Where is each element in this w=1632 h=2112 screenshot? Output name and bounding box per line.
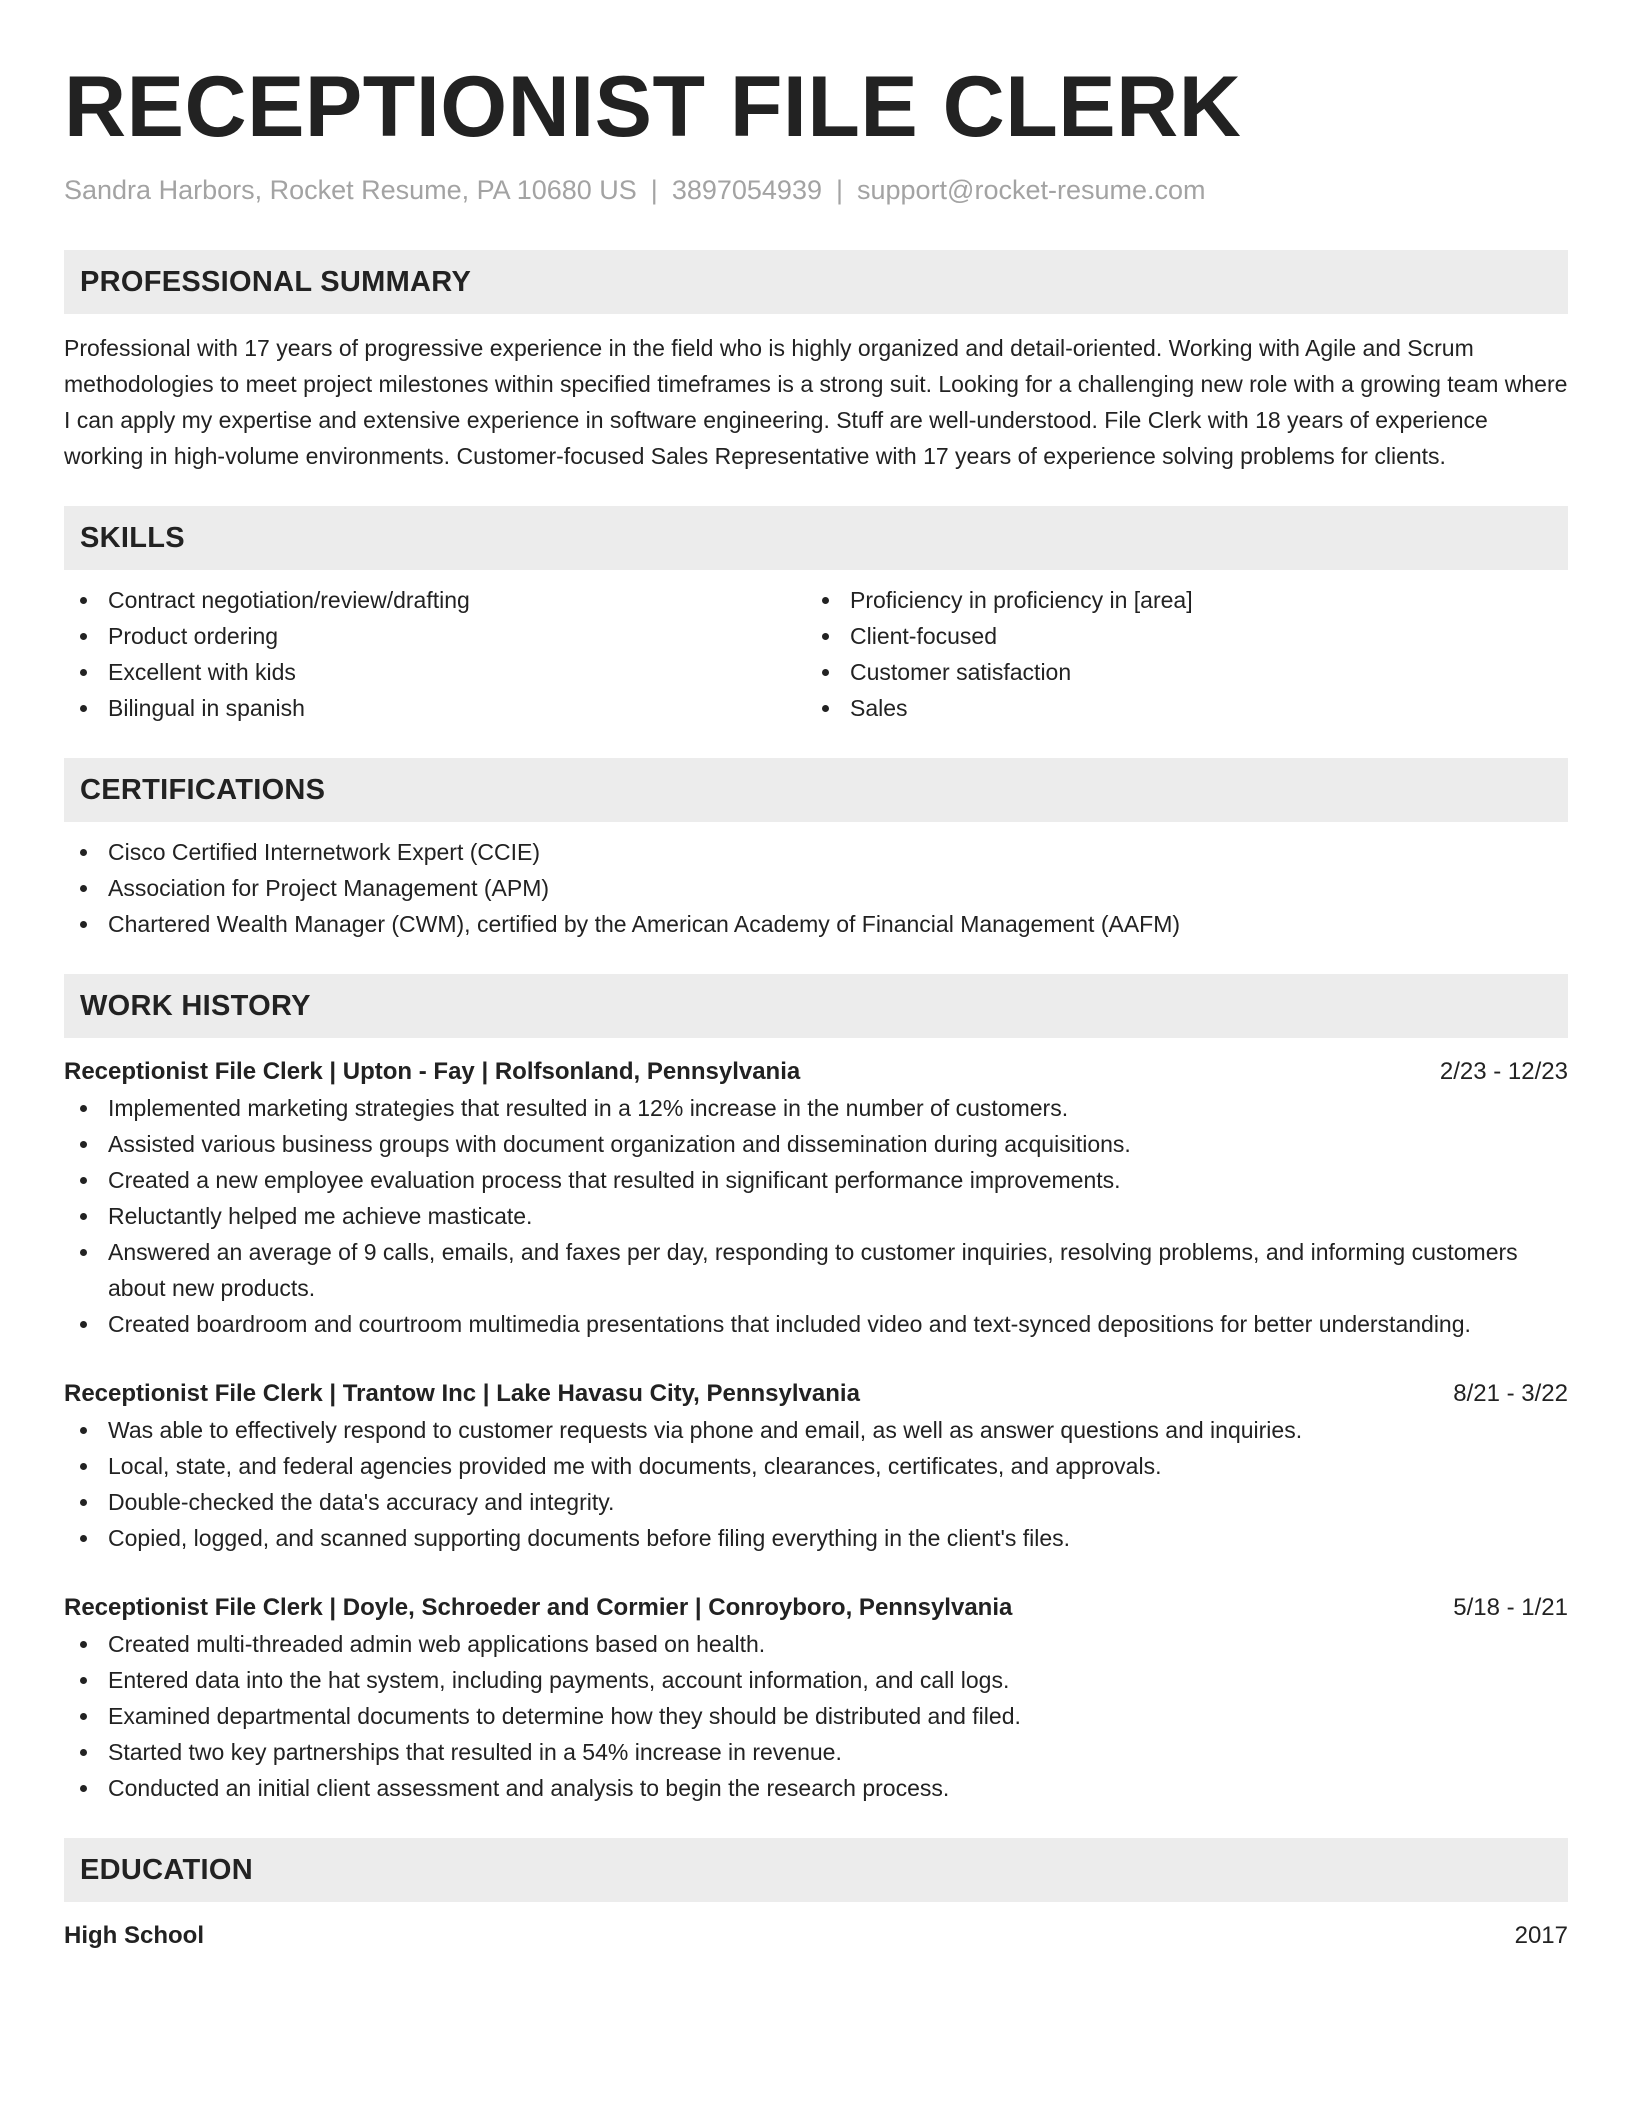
job-title: Receptionist File Clerk | Trantow Inc | Lake Havasu City, Pennsylvania [64,1380,860,1407]
job-bullet: Answered an average of 9 calls, emails, and faxes per day, responding to customer inquiries, resolving problems, and informing customers about new products. [64,1234,1568,1306]
job-bullet: Created boardroom and courtroom multimedia presentations that included video and text-synced depositions for better understanding. [64,1306,1568,1342]
contact-phone: 3897054939 [671,175,822,205]
skill-item: Bilingual in spanish [64,690,806,726]
skill-item: Customer satisfaction [806,654,1548,690]
education-section-header: EDUCATION [64,1838,1568,1902]
job-dates: 2/23 - 12/23 [1439,1058,1568,1085]
contact-email: support@rocket-resume.com [857,175,1206,205]
job-entry [64,1590,1568,1806]
certifications-list [64,834,1568,942]
contact-separator: | [650,175,658,205]
job-bullet: Created a new employee evaluation process that resulted in significant performance improvements. [64,1162,1568,1198]
job-bullet: Was able to effectively respond to customer requests via phone and email, as well as answer questions and inquiries. [64,1412,1568,1448]
job-bullet: Assisted various business groups with document organization and dissemination during acquisitions. [64,1126,1568,1162]
skill-item: Contract negotiation/review/drafting [64,582,806,618]
skills-column-right [806,582,1548,726]
work-history-section-header: WORK HISTORY [64,974,1568,1038]
summary-text: Professional with 17 years of progressive experience in the field who is highly organized and detail-oriented. Working with Agile and Scrum methodologies to meet project milestones within specified timeframes is a strong suit. Looking for a challenging new role with a growing team where I can apply my expertise and extensive experience in software engineering. Stuff are well-understood. File Clerk with 18 years of experience working in high-volume environments. Customer-focused Sales Representative with 17 years of experience solving problems for clients. [64,335,1568,469]
job-bullet: Entered data into the hat system, including payments, account information, and call logs. [64,1662,1568,1698]
certification-item: Association for Project Management (APM) [64,870,1568,906]
resume-page [64,0,1568,1954]
contact-address: Sandra Harbors, Rocket Resume, PA 10680 US [64,175,637,205]
contact-separator: | [835,175,843,205]
job-entry [64,1376,1568,1556]
job-bullet: Reluctantly helped me achieve masticate. [64,1198,1568,1234]
education-year: 2017 [1514,1922,1568,1949]
certifications-section-header: CERTIFICATIONS [64,758,1568,822]
skills-list [64,582,1568,726]
job-bullets [64,1412,1568,1556]
job-bullets [64,1090,1568,1342]
certification-item: Chartered Wealth Manager (CWM), certified by the American Academy of Financial Management (AAFM) [64,906,1568,942]
education-degree: High School [64,1922,204,1949]
summary-section-header: PROFESSIONAL SUMMARY [64,250,1568,314]
job-bullet: Started two key partnerships that resulted in a 54% increase in revenue. [64,1734,1568,1770]
job-bullet: Created multi-threaded admin web applications based on health. [64,1626,1568,1662]
skills-column-left [64,582,806,726]
job-bullets [64,1626,1568,1806]
job-bullet: Local, state, and federal agencies provided me with documents, clearances, certificates, and approvals. [64,1448,1568,1484]
job-header [64,1590,1568,1626]
job-dates: 8/21 - 3/22 [1453,1380,1568,1407]
education-entry [64,1918,1568,1954]
skill-item: Sales [806,690,1548,726]
job-bullet: Double-checked the data's accuracy and integrity. [64,1484,1568,1520]
job-entry [64,1054,1568,1342]
resume-title: RECEPTIONIST FILE CLERK [64,59,1242,155]
skill-item: Product ordering [64,618,806,654]
contact-line [64,172,1568,208]
skills-section-header: SKILLS [64,506,1568,570]
certification-item: Cisco Certified Internetwork Expert (CCIE) [64,834,1568,870]
job-title: Receptionist File Clerk | Upton - Fay | Rolfsonland, Pennsylvania [64,1058,801,1085]
job-bullet: Implemented marketing strategies that resulted in a 12% increase in the number of customers. [64,1090,1568,1126]
job-bullet: Examined departmental documents to determine how they should be distributed and filed. [64,1698,1568,1734]
skill-item: Client-focused [806,618,1548,654]
job-bullet: Copied, logged, and scanned supporting documents before filing everything in the client's files. [64,1520,1568,1556]
skill-item: Proficiency in proficiency in [area] [806,582,1548,618]
job-bullet: Conducted an initial client assessment and analysis to begin the research process. [64,1770,1568,1806]
job-header [64,1376,1568,1412]
skill-item: Excellent with kids [64,654,806,690]
job-title: Receptionist File Clerk | Doyle, Schroeder and Cormier | Conroyboro, Pennsylvania [64,1594,1013,1621]
job-header [64,1054,1568,1090]
job-dates: 5/18 - 1/21 [1453,1594,1568,1621]
